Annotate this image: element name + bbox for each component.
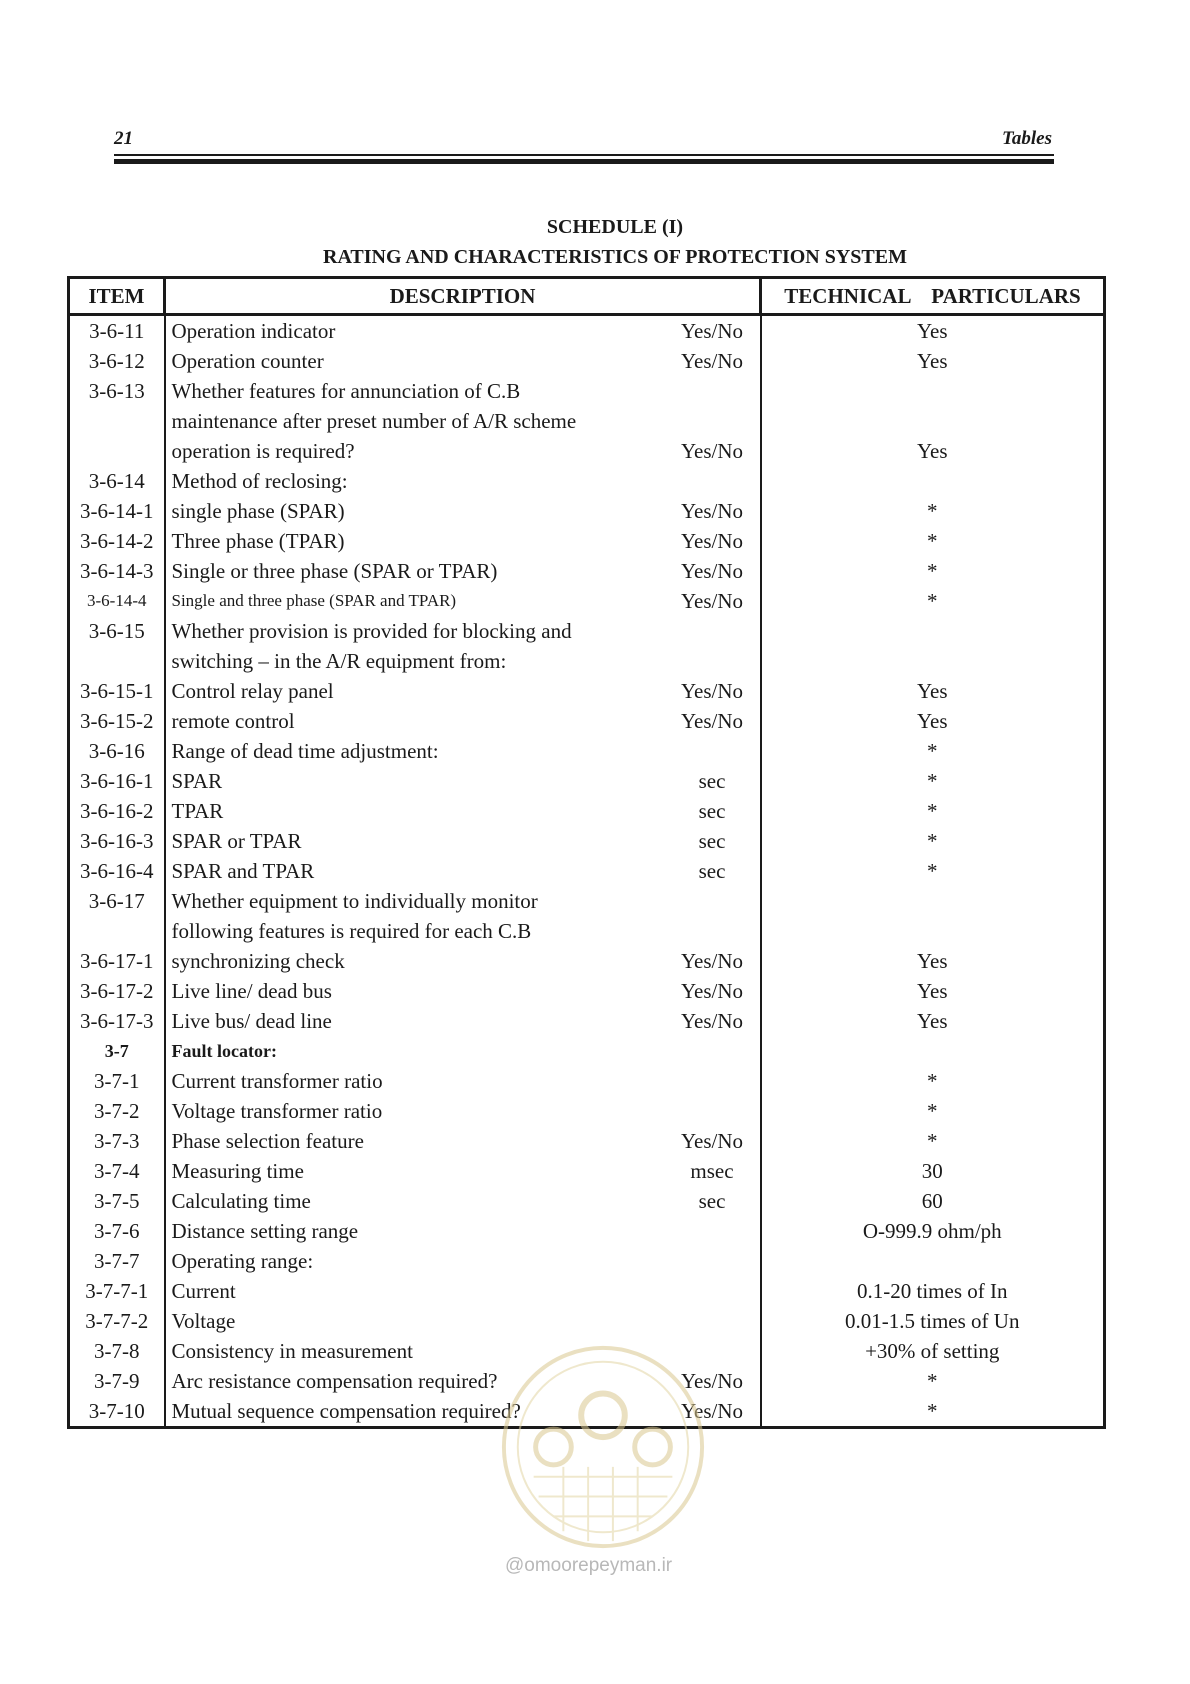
- item-cell: 3-7-8: [69, 1336, 165, 1366]
- description-cell: Measuring time: [171, 1159, 304, 1183]
- unit-cell: Yes/No: [665, 1126, 761, 1156]
- item-cell: 3-6-17: [69, 886, 165, 916]
- description-cell: switching – in the A/R equipment from:: [171, 649, 507, 673]
- technical-cell: 30: [761, 1156, 1105, 1186]
- item-cell: [69, 916, 165, 946]
- technical-cell: 0.1-20 times of In: [761, 1276, 1105, 1306]
- technical-cell: Yes: [761, 976, 1105, 1006]
- unit-cell: sec: [665, 856, 761, 886]
- schedule-subtitle: RATING AND CHARACTERISTICS OF PROTECTION SYSTEM: [323, 246, 907, 268]
- item-cell: 3-6-14-2: [69, 526, 165, 556]
- description-cell: Current transformer ratio: [171, 1069, 383, 1093]
- item-cell: 3-6-15-1: [69, 676, 165, 706]
- table-row: [69, 1006, 1105, 1036]
- description-cell: Live line/ dead bus: [171, 979, 332, 1003]
- description-cell: Calculating time: [171, 1189, 311, 1213]
- unit-cell: Yes/No: [665, 346, 761, 376]
- page-number: 21: [114, 128, 133, 149]
- unit-cell: [665, 1246, 761, 1276]
- technical-cell: *: [761, 586, 1105, 616]
- table-row: [69, 976, 1105, 1006]
- unit-cell: Yes/No: [665, 1366, 761, 1396]
- technical-cell: *: [761, 736, 1105, 766]
- schedule-title: SCHEDULE (I): [546, 216, 684, 238]
- table-row: [69, 496, 1105, 526]
- technical-cell: *: [761, 526, 1105, 556]
- description-cell: TPAR: [171, 799, 224, 823]
- description-cell: Whether equipment to individually monitor: [171, 889, 538, 913]
- technical-cell: [761, 1246, 1105, 1276]
- description-cell: Live bus/ dead line: [171, 1009, 332, 1033]
- unit-cell: Yes/No: [665, 436, 761, 466]
- table-row: [69, 766, 1105, 796]
- technical-cell: [761, 466, 1105, 496]
- item-cell: 3-6-14-1: [69, 496, 165, 526]
- description-cell: Voltage: [171, 1309, 236, 1333]
- item-cell: 3-6-17-2: [69, 976, 165, 1006]
- unit-cell: [665, 466, 761, 496]
- unit-cell: Yes/No: [665, 526, 761, 556]
- unit-cell: Yes/No: [665, 1006, 761, 1036]
- description-cell: Arc resistance compensation required?: [171, 1369, 498, 1393]
- unit-cell: [665, 376, 761, 406]
- technical-cell: Yes: [761, 436, 1105, 466]
- table-row: [69, 706, 1105, 736]
- technical-cell: Yes: [761, 946, 1105, 976]
- item-cell: [69, 646, 165, 676]
- table-row: [69, 1306, 1105, 1336]
- item-cell: 3-7-6: [69, 1216, 165, 1246]
- unit-cell: sec: [665, 1186, 761, 1216]
- technical-cell: *: [761, 1366, 1105, 1396]
- item-cell: 3-7-7: [69, 1246, 165, 1276]
- technical-cell: *: [761, 796, 1105, 826]
- description-cell: Mutual sequence compensation required?: [165, 1396, 665, 1428]
- item-cell: 3-6-12: [69, 346, 165, 376]
- technical-cell: [761, 886, 1105, 916]
- section-name: Tables: [1002, 128, 1052, 149]
- description-cell: Method of reclosing:: [171, 469, 348, 493]
- description-cell: Voltage transformer ratio: [171, 1099, 383, 1123]
- unit-cell: Yes/No: [665, 676, 761, 706]
- watermark-text: @omoorepeyman.ir: [505, 1555, 673, 1576]
- technical-cell: O-999.9 ohm/ph: [761, 1216, 1105, 1246]
- description-cell: Operation counter: [171, 349, 324, 373]
- unit-cell: [665, 736, 761, 766]
- description-cell: Distance setting range: [171, 1219, 359, 1243]
- item-cell: 3-6-17-3: [69, 1006, 165, 1036]
- technical-cell: [761, 916, 1105, 946]
- unit-cell: Yes/No: [665, 706, 761, 736]
- table-row: [69, 436, 1105, 466]
- header-technical-particulars: TECHNICAL PARTICULARS: [761, 278, 1105, 315]
- description-cell: operation is required?: [171, 439, 355, 463]
- technical-cell: *: [761, 826, 1105, 856]
- unit-cell: [665, 1066, 761, 1096]
- table-row: [69, 406, 1105, 436]
- table-row: [69, 646, 1105, 676]
- description-cell: Fault locator:: [171, 1041, 277, 1061]
- table-header-row: [69, 278, 1105, 315]
- item-cell: 3-6-15-2: [69, 706, 165, 736]
- unit-cell: [665, 406, 761, 436]
- table-row: [69, 376, 1105, 406]
- technical-cell: Yes: [761, 706, 1105, 736]
- table-row: [69, 1066, 1105, 1096]
- unit-cell: [665, 646, 761, 676]
- seal-logo-icon: [494, 1338, 712, 1556]
- table-row: [69, 586, 1105, 616]
- technical-cell: Yes: [761, 315, 1105, 347]
- table-row: [69, 676, 1105, 706]
- table-row: [69, 826, 1105, 856]
- item-cell: 3-7-1: [69, 1066, 165, 1096]
- description-cell: SPAR and TPAR: [171, 859, 315, 883]
- description-cell: Whether provision is provided for blocking and: [171, 619, 572, 643]
- table-row: [69, 916, 1105, 946]
- description-cell: single phase (SPAR): [171, 499, 345, 523]
- unit-cell: Yes/No: [665, 586, 761, 616]
- item-cell: 3-7-10: [69, 1396, 165, 1428]
- item-cell: 3-6-13: [69, 376, 165, 406]
- item-cell: 3-6-16: [69, 736, 165, 766]
- technical-cell: 0.01-1.5 times of Un: [761, 1306, 1105, 1336]
- table-row: [69, 346, 1105, 376]
- description-cell: following features is required for each C.B: [171, 919, 532, 943]
- unit-cell: [665, 1306, 761, 1336]
- description-cell: Current: [171, 1279, 236, 1303]
- item-cell: 3-6-14-3: [69, 556, 165, 586]
- description-cell: Single and three phase (SPAR and TPAR): [171, 591, 457, 610]
- item-cell: 3-7-7-2: [69, 1306, 165, 1336]
- technical-cell: Yes: [761, 346, 1105, 376]
- unit-cell: [665, 1216, 761, 1246]
- item-cell: 3-7-9: [69, 1366, 165, 1396]
- description-cell: SPAR: [171, 769, 223, 793]
- description-cell: Operating range:: [171, 1249, 314, 1273]
- table-row: [69, 466, 1105, 496]
- table-row: [69, 1156, 1105, 1186]
- table-row: [69, 796, 1105, 826]
- item-cell: 3-6-15: [69, 616, 165, 646]
- header-description: DESCRIPTION: [165, 278, 761, 315]
- item-cell: 3-7: [69, 1036, 165, 1066]
- unit-cell: Yes/No: [665, 1396, 761, 1428]
- description-cell: Whether features for annunciation of C.B: [171, 379, 521, 403]
- technical-cell: *: [761, 556, 1105, 586]
- technical-cell: [761, 406, 1105, 436]
- item-cell: 3-7-2: [69, 1096, 165, 1126]
- technical-cell: *: [761, 1066, 1105, 1096]
- item-cell: 3-6-16-2: [69, 796, 165, 826]
- unit-cell: [665, 916, 761, 946]
- technical-cell: +30% of setting: [761, 1336, 1105, 1366]
- unit-cell: Yes/No: [665, 315, 761, 347]
- technical-cell: *: [761, 1126, 1105, 1156]
- header-item: ITEM: [69, 278, 165, 315]
- table-row: [69, 1036, 1105, 1066]
- schedule-table: [67, 276, 1106, 1429]
- item-cell: 3-6-14-4: [69, 586, 165, 616]
- technical-cell: [761, 616, 1105, 646]
- description-cell: Single or three phase (SPAR or TPAR): [171, 559, 498, 583]
- table-row: [69, 1246, 1105, 1276]
- item-cell: 3-6-17-1: [69, 946, 165, 976]
- table-row: [69, 1186, 1105, 1216]
- technical-cell: Yes: [761, 676, 1105, 706]
- technical-cell: *: [761, 1396, 1105, 1428]
- technical-cell: *: [761, 496, 1105, 526]
- description-cell: synchronizing check: [171, 949, 345, 973]
- technical-cell: 60: [761, 1186, 1105, 1216]
- table-row: [69, 856, 1105, 886]
- table-row: [69, 1126, 1105, 1156]
- technical-cell: [761, 1036, 1105, 1066]
- table-row: [69, 1276, 1105, 1306]
- item-cell: 3-6-16-4: [69, 856, 165, 886]
- technical-cell: *: [761, 856, 1105, 886]
- header-rule-thick: [114, 159, 1054, 164]
- table-row: [69, 556, 1105, 586]
- table-row: [69, 616, 1105, 646]
- technical-cell: *: [761, 766, 1105, 796]
- item-cell: [69, 406, 165, 436]
- description-cell: maintenance after preset number of A/R scheme: [171, 409, 577, 433]
- unit-cell: Yes/No: [665, 946, 761, 976]
- unit-cell: Yes/No: [665, 496, 761, 526]
- table-row: [69, 886, 1105, 916]
- unit-cell: sec: [665, 826, 761, 856]
- description-cell: Three phase (TPAR): [171, 529, 345, 553]
- technical-cell: *: [761, 1096, 1105, 1126]
- description-cell: Phase selection feature: [171, 1129, 364, 1153]
- unit-cell: [665, 616, 761, 646]
- item-cell: 3-7-3: [69, 1126, 165, 1156]
- item-cell: 3-6-16-1: [69, 766, 165, 796]
- table-row: [69, 526, 1105, 556]
- item-cell: 3-6-16-3: [69, 826, 165, 856]
- description-cell: remote control: [171, 709, 295, 733]
- table-row: [69, 1096, 1105, 1126]
- header-rule-thin: [114, 154, 1054, 156]
- unit-cell: Yes/No: [665, 976, 761, 1006]
- unit-cell: [665, 1276, 761, 1306]
- unit-cell: Yes/No: [665, 556, 761, 586]
- table-row: [69, 315, 1105, 347]
- technical-cell: Yes: [761, 1006, 1105, 1036]
- item-cell: 3-7-7-1: [69, 1276, 165, 1306]
- item-cell: 3-7-5: [69, 1186, 165, 1216]
- table-row: [69, 946, 1105, 976]
- page-header: [114, 128, 1054, 164]
- description-cell: Consistency in measurement: [171, 1339, 413, 1363]
- description-cell: Control relay panel: [171, 679, 334, 703]
- unit-cell: [665, 1036, 761, 1066]
- technical-cell: [761, 376, 1105, 406]
- table-row: [69, 1216, 1105, 1246]
- table-row: [69, 736, 1105, 766]
- unit-cell: sec: [665, 766, 761, 796]
- unit-cell: [665, 886, 761, 916]
- technical-cell: [761, 646, 1105, 676]
- unit-cell: [665, 1096, 761, 1126]
- item-cell: 3-6-11: [69, 315, 165, 347]
- table-body: [69, 315, 1105, 1428]
- description-cell: SPAR or TPAR: [171, 829, 302, 853]
- unit-cell: sec: [665, 796, 761, 826]
- item-cell: 3-7-4: [69, 1156, 165, 1186]
- item-cell: 3-6-14: [69, 466, 165, 496]
- unit-cell: msec: [665, 1156, 761, 1186]
- description-cell: Range of dead time adjustment:: [171, 739, 439, 763]
- description-cell: Operation indicator: [171, 319, 336, 343]
- item-cell: [69, 436, 165, 466]
